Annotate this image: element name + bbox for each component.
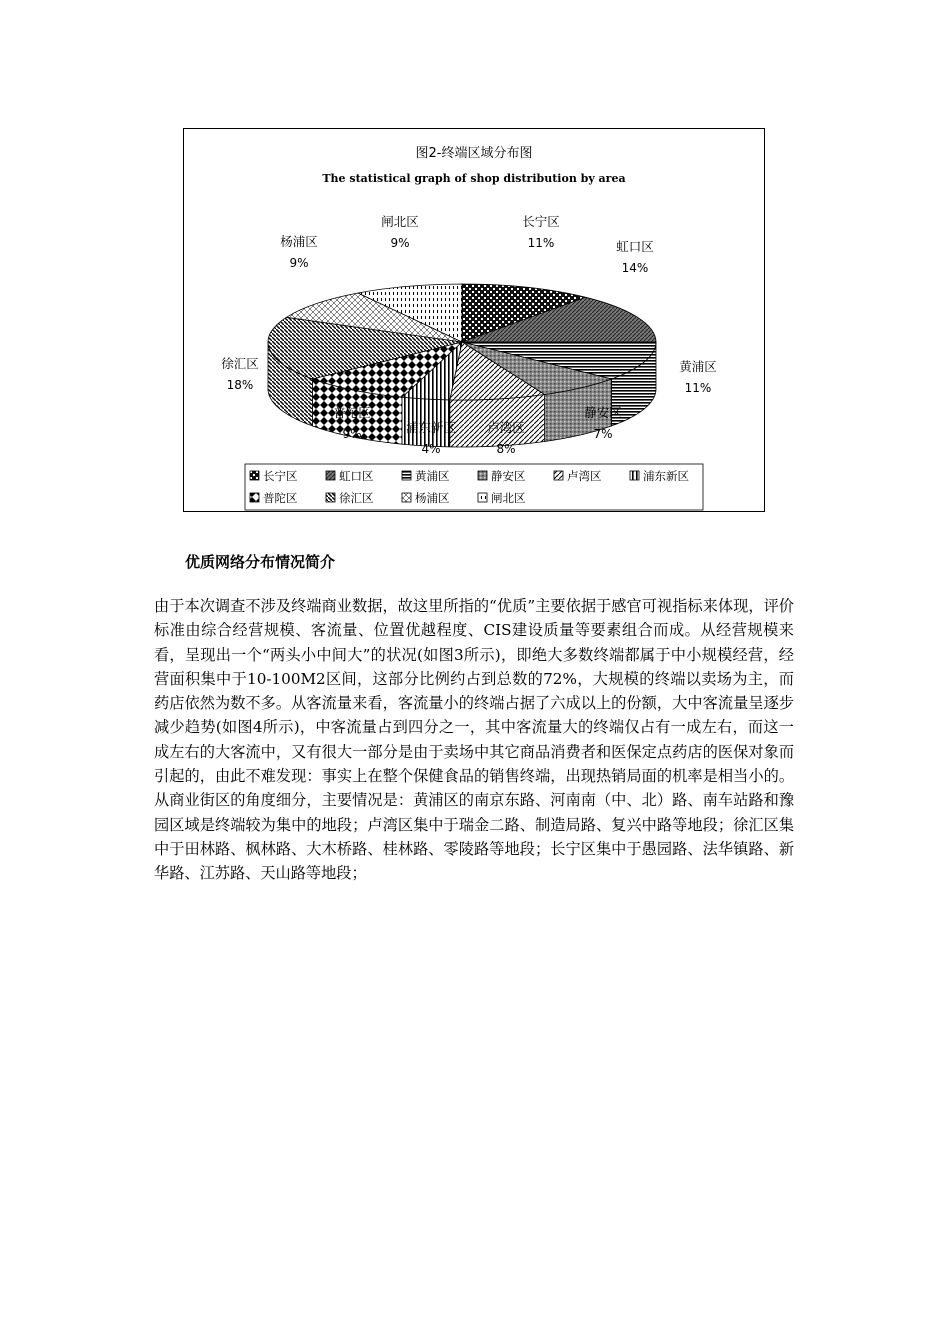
slice-label-pct-3: 7% xyxy=(593,427,613,441)
legend-label-7: 徐汇区 xyxy=(339,491,374,505)
chart-title: 图2-终端区域分布图 xyxy=(415,146,533,161)
legend-swatch-0 xyxy=(250,471,259,480)
slice-label-pct-7: 18% xyxy=(226,378,254,392)
slice-label-pct-9: 9% xyxy=(390,236,410,250)
slice-label-name-5: 浦东新区 xyxy=(405,420,457,435)
legend-swatch-3 xyxy=(478,471,487,480)
chart-subtitle: The statistical graph of shop distribution by area xyxy=(322,172,626,185)
slice-label-pct-1: 14% xyxy=(621,261,649,275)
slice-label-name-9: 闸北区 xyxy=(381,214,419,229)
slice-label-pct-0: 11% xyxy=(527,236,555,250)
legend-label-9: 闸北区 xyxy=(491,491,526,505)
slice-label-name-2: 黄浦区 xyxy=(679,359,717,374)
legend-swatch-5 xyxy=(630,471,639,480)
pie-chart xyxy=(184,129,764,511)
slice-label-name-7: 徐汇区 xyxy=(221,356,259,371)
legend-label-8: 杨浦区 xyxy=(415,491,450,505)
slice-label-pct-8: 9% xyxy=(289,256,309,270)
legend-label-4: 卢湾区 xyxy=(567,469,602,483)
pie-chart-figure xyxy=(183,128,765,512)
slice-label-pct-5: 4% xyxy=(421,442,441,456)
slice-label-pct-6: 9% xyxy=(342,427,362,441)
legend-label-6: 普陀区 xyxy=(263,491,298,505)
legend-label-2: 黄浦区 xyxy=(415,469,450,483)
legend-swatch-8 xyxy=(402,493,411,502)
legend-swatch-4 xyxy=(554,471,563,480)
slice-label-name-4: 卢湾区 xyxy=(487,420,525,435)
legend-swatch-9 xyxy=(478,493,487,502)
legend-swatch-2 xyxy=(402,471,411,480)
slice-label-name-0: 长宁区 xyxy=(522,214,560,229)
legend-swatch-7 xyxy=(326,493,335,502)
slice-label-name-3: 静安区 xyxy=(584,405,622,420)
section-heading: 优质网络分布情况简介 xyxy=(185,553,336,571)
slice-label-name-8: 杨浦区 xyxy=(280,234,318,249)
legend-label-5: 浦东新区 xyxy=(643,469,689,483)
section-paragraph: 由于本次调查不涉及终端商业数据，故这里所指的“优质”主要依据于感官可视指标来体现，评价标准由综合经营规模、客流量、位置优越程度、CIS建设质量等要素组合而成。从经营规模来看，呈现出一个“两头小中间大”的状况(如图3所示)，即绝大多数终端都属于中小规模经营，经营面积集中于10-100M2区间，这部分比例约占到总数的72%，大规模的终端以卖场为主，而药店依然为数不多。从客流量来看，客流量小的终端占据了六成以上的份额，大中客流量呈逐步减少趋势(如图4所示)，中客流量占到四分之一，其中客流量大的终端仅占有一成左右，而这一成左右的大客流中，又有很大一部分是由于卖场中其它商品消费者和医保定点药店的医保对象而引起的，由此不难发现：事实上在整个保健食品的销售终端，出现热销局面的机率是相当小的。从商业街区的角度细分，主要情况是：黄浦区的南京东路、河南南（中、北）路、南车站路和豫园区域是终端较为集中的地段；卢湾区集中于瑞金二路、制造局路、复兴中路等地段；徐汇区集中于田林路、枫林路、大木桥路、桂林路、零陵路等地段；长宁区集中于愚园路、法华镇路、新华路、江苏路、天山路等地段； xyxy=(154,597,794,883)
legend-label-0: 长宁区 xyxy=(263,469,298,483)
slice-label-name-1: 虹口区 xyxy=(616,239,654,254)
legend-swatch-6 xyxy=(250,493,259,502)
slice-label-pct-4: 8% xyxy=(496,442,516,456)
slice-label-pct-2: 11% xyxy=(684,381,712,395)
legend-label-1: 虹口区 xyxy=(339,469,374,483)
legend-swatch-1 xyxy=(326,471,335,480)
slice-label-name-6: 普陀区 xyxy=(333,405,371,420)
legend-label-3: 静安区 xyxy=(491,469,526,483)
